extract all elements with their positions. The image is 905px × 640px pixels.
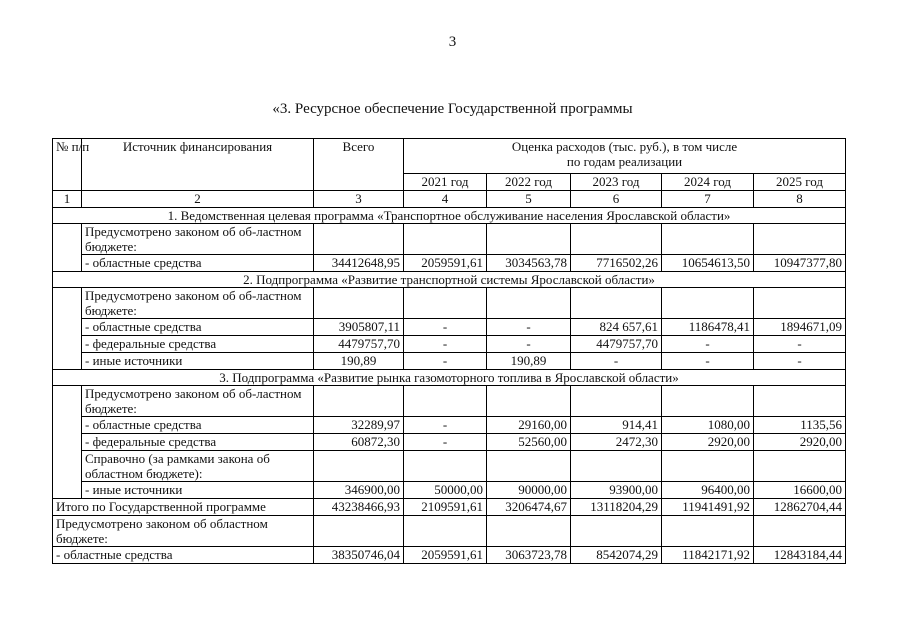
value-2022: - [487,319,571,336]
header-estimate [404,139,846,174]
value-total: 4479757,70 [314,336,404,353]
value-2024: 10654613,50 [662,255,754,272]
value-2023: 2472,30 [571,434,662,451]
empty-cell [662,386,754,417]
num-cell [53,288,82,370]
funding-table [52,138,846,564]
value-2023: 824 657,61 [571,319,662,336]
value-2021: 50000,00 [404,482,487,499]
empty-cell [487,451,571,482]
value-total: 38350746,04 [314,547,404,564]
year-2023: 2023 год [571,174,662,191]
value-2025: 1135,56 [754,417,846,434]
row-label: - иные источники [82,353,314,370]
empty-cell [754,451,846,482]
header-num: № п/п [53,139,82,191]
year-2025: 2025 год [754,174,846,191]
data-row [53,434,846,451]
caption-row [53,516,846,547]
value-2023: - [571,353,662,370]
empty-cell [754,288,846,319]
section-title-row [53,272,846,288]
value-2022: 190,89 [487,353,571,370]
section-1-title: 1. Ведомственная целевая программа «Транспортное обслуживание населения Ярославской области» [53,208,846,224]
index-cell: 3 [314,191,404,208]
empty-cell [571,288,662,319]
index-cell: 1 [53,191,82,208]
section-3-caption: Предусмотрено законом об об-ластном бюджете: [82,386,314,417]
value-2023: 4479757,70 [571,336,662,353]
caption-row [53,451,846,482]
empty-cell [571,451,662,482]
empty-cell [662,224,754,255]
section-title-row [53,208,846,224]
header-source: Источник финансирования [82,139,314,191]
section-1-caption: Предусмотрено законом об об-ластном бюджете: [82,224,314,255]
caption-row [53,288,846,319]
index-cell: 4 [404,191,487,208]
section-3-caption-reference: Справочно (за рамками закона об областном бюджете): [82,451,314,482]
index-row [53,191,846,208]
empty-cell [404,386,487,417]
totals-2024: 11941491,92 [662,499,754,516]
row-label: - областные средства [82,255,314,272]
value-2021: 2059591,61 [404,255,487,272]
empty-cell [754,386,846,417]
empty-cell [487,224,571,255]
row-label: - федеральные средства [82,336,314,353]
value-total: 190,89 [314,353,404,370]
row-label: - иные источники [82,482,314,499]
index-cell: 5 [487,191,571,208]
empty-cell [314,288,404,319]
data-row [53,482,846,499]
empty-cell [662,288,754,319]
empty-cell [662,451,754,482]
totals-row [53,499,846,516]
index-cell: 7 [662,191,754,208]
value-2022: 3063723,78 [487,547,571,564]
totals-2023: 13118204,29 [571,499,662,516]
caption-row [53,386,846,417]
page-number: 3 [448,34,457,50]
value-2025: - [754,336,846,353]
value-2022: 52560,00 [487,434,571,451]
totals-2021: 2109591,61 [404,499,487,516]
value-2025: 2920,00 [754,434,846,451]
row-label: - областные средства [53,547,314,564]
value-2024: 1186478,41 [662,319,754,336]
row-label: - федеральные средства [82,434,314,451]
value-2024: - [662,336,754,353]
totals-caption: Предусмотрено законом об областном бюджете: [53,516,314,547]
value-2023: 7716502,26 [571,255,662,272]
empty-cell [314,386,404,417]
totals-2022: 3206474,67 [487,499,571,516]
value-total: 60872,30 [314,434,404,451]
row-label: - областные средства [82,417,314,434]
empty-cell [487,386,571,417]
index-cell: 6 [571,191,662,208]
empty-cell [571,224,662,255]
empty-cell [662,516,754,547]
value-total: 346900,00 [314,482,404,499]
value-2024: 11842171,92 [662,547,754,564]
empty-cell [487,288,571,319]
value-2025: 10947377,80 [754,255,846,272]
section-2-caption: Предусмотрено законом об об-ластном бюджете: [82,288,314,319]
value-2021: - [404,434,487,451]
value-2021: - [404,336,487,353]
value-2021: - [404,353,487,370]
empty-cell [571,386,662,417]
section-2-title: 2. Подпрограмма «Развитие транспортной системы Ярославской области» [53,272,846,288]
index-cell: 2 [82,191,314,208]
value-2022: 90000,00 [487,482,571,499]
year-2024: 2024 год [662,174,754,191]
row-label: - областные средства [82,319,314,336]
caption-row [53,224,846,255]
totals-label: Итого по Государственной программе [53,499,314,516]
empty-cell [754,224,846,255]
empty-cell [754,516,846,547]
year-2021: 2021 год [404,174,487,191]
value-2022: 3034563,78 [487,255,571,272]
data-row [53,547,846,564]
empty-cell [314,224,404,255]
totals-2025: 12862704,44 [754,499,846,516]
data-row [53,353,846,370]
value-2022: 29160,00 [487,417,571,434]
empty-cell [314,516,404,547]
value-2025: - [754,353,846,370]
empty-cell [404,224,487,255]
header-estimate-line1: Оценка расходов (тыс. руб.), в том числе [511,139,738,154]
value-2024: - [662,353,754,370]
empty-cell [571,516,662,547]
data-row [53,417,846,434]
num-cell [53,386,82,499]
header-total: Всего [314,139,404,191]
value-total: 3905807,11 [314,319,404,336]
header-row [53,139,846,174]
empty-cell [487,516,571,547]
value-2024: 2920,00 [662,434,754,451]
value-2021: - [404,319,487,336]
empty-cell [404,516,487,547]
value-2025: 1894671,09 [754,319,846,336]
section-title-row [53,370,846,386]
data-row [53,336,846,353]
section-3-title: 3. Подпрограмма «Развитие рынка газомоторного топлива в Ярославской области» [53,370,846,386]
data-row [53,255,846,272]
index-cell: 8 [754,191,846,208]
value-2024: 96400,00 [662,482,754,499]
value-2025: 16600,00 [754,482,846,499]
year-2022: 2022 год [487,174,571,191]
value-2021: 2059591,61 [404,547,487,564]
value-2025: 12843184,44 [754,547,846,564]
empty-cell [314,451,404,482]
data-row [53,319,846,336]
value-2023: 93900,00 [571,482,662,499]
value-2023: 914,41 [571,417,662,434]
value-2023: 8542074,29 [571,547,662,564]
header-estimate-line2: по годам реализации [566,154,683,169]
value-total: 34412648,95 [314,255,404,272]
value-total: 32289,97 [314,417,404,434]
section-title: «3. Ресурсное обеспечение Государственной программы [272,101,633,117]
value-2024: 1080,00 [662,417,754,434]
num-cell [53,224,82,272]
empty-cell [404,288,487,319]
empty-cell [404,451,487,482]
totals-total: 43238466,93 [314,499,404,516]
value-2021: - [404,417,487,434]
value-2022: - [487,336,571,353]
